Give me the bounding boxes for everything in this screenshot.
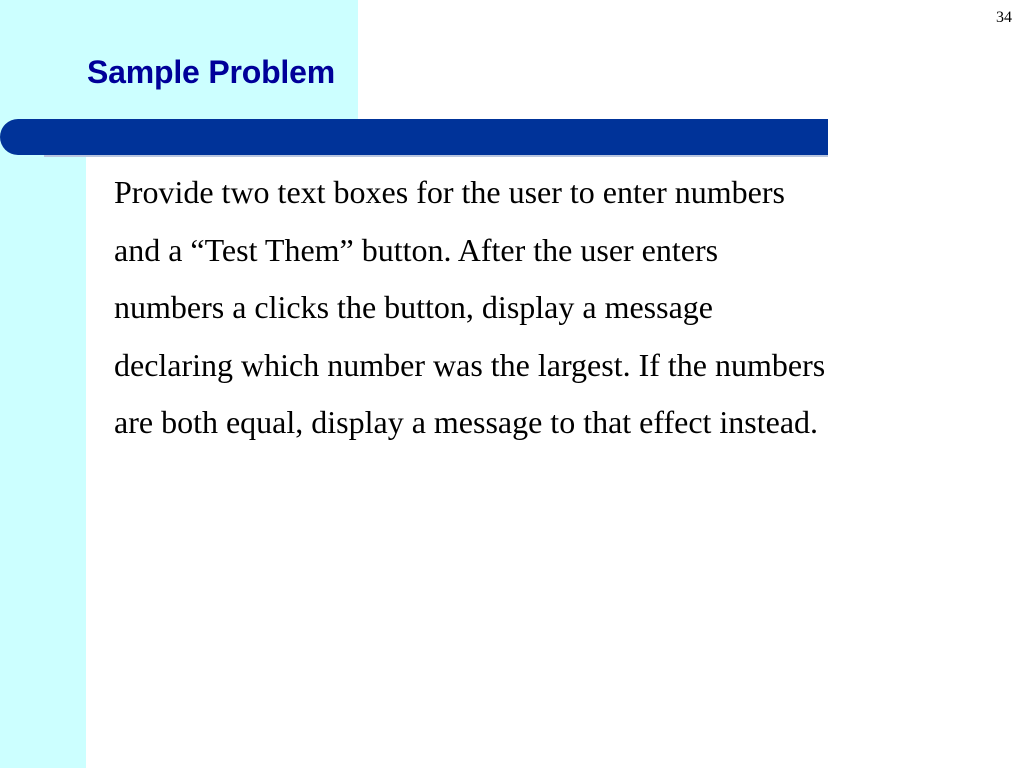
slide-title: Sample Problem [87,54,335,90]
body-line: declaring which number was the largest. If the numbers [114,346,826,383]
title-underline-bar [0,119,828,155]
slide-body [114,164,1019,452]
body-line: are both equal, display a message to that effect instead. [114,404,819,440]
body-line: Provide two text boxes for the user to enter numbers [114,174,785,210]
body-line: numbers a clicks the button, display a message [114,289,713,325]
page-number: 34 [996,9,1012,26]
body-line: and a “Test Them” button. After the user enters [114,231,719,268]
title-bar-shadow [44,155,828,157]
